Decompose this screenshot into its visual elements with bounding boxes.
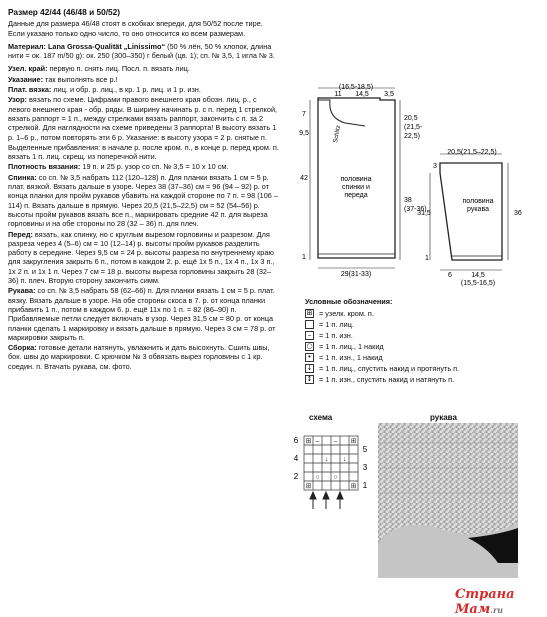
label-top-145: 14,5 [355, 91, 369, 98]
svg-text:–: – [315, 438, 320, 445]
label-sleeve-315: 31,5 [417, 210, 431, 217]
svg-text:○: ○ [333, 474, 338, 481]
legend-item [305, 341, 535, 352]
label-right-205: 20,5 [404, 115, 418, 122]
label-sleeve-top: 20,5(21,5–22,5) [447, 149, 497, 156]
pattern-paragraph [8, 95, 280, 141]
label-body: половина спинки и переда [340, 176, 372, 199]
photo-title: рукава [430, 413, 457, 422]
svg-text:⊞: ⊞ [350, 438, 357, 445]
edge-paragraph [8, 64, 280, 73]
svg-text:⊞: ⊞ [305, 438, 312, 445]
chart-title: схема [309, 413, 333, 422]
label-sleeve-bottom: (15,5-16,5) [460, 280, 496, 287]
assembly-paragraph [8, 343, 280, 371]
legend-text: = 1 п. лиц., 1 накид [319, 342, 384, 351]
chart-arrows [310, 492, 343, 509]
chart-row-label: 5 [362, 445, 368, 454]
svg-text:⊞: ⊞ [350, 483, 357, 490]
svg-text:↓: ↓ [342, 456, 347, 463]
svg-text:⊞: ⊞ [305, 483, 312, 490]
label-sleeve-145: 14,5 [471, 272, 485, 279]
back-heading: Спинка: [8, 172, 37, 182]
label-top-widths: (16,5-18,5) [338, 84, 374, 91]
back-paragraph [8, 173, 280, 229]
back-text: со сп. № 3,5 набрать 112 (120–128) п. Для планки вязать 1 см = 5 р. плат. вязкой. Вязать дальше в узоре. Через 38 (37–36) см = 96 (94 – 92) р. от конца планки для пройм рукавов убавить на каждой стороне по 7 п. = 98 (106 – 114) п. Вязать дальше в прямую. Через 20,5 (21,5–22,5) см = 52 (54–56) р. высоты пройм рукавов вязать все п., маркировать средние 42 п. для выреза горловины и на обе стороны по 28 (32 – 36) п. для плеч. [8, 172, 278, 229]
material-heading: Материал: Lana Grossa-Qualität „Linissimo“ [8, 41, 166, 51]
label-sleeve-36: 36 [514, 210, 522, 217]
note-text: так выполнять все р.! [43, 74, 118, 84]
label-schlitz: Schlitz [333, 124, 343, 144]
flat-text: лиц. и обр. р. лиц., в кр. 1 р. лиц. и 1 р. изн. [51, 85, 201, 95]
label-top-11: 11 [334, 91, 342, 98]
drop-knit-icon: ↓ [306, 364, 313, 372]
svg-text:○: ○ [315, 474, 320, 481]
purl-yarn-over-icon: • [305, 353, 314, 362]
chart-row-label: 4 [293, 454, 299, 463]
flat-paragraph [8, 85, 280, 94]
label-right-215: (21,5- [404, 124, 423, 131]
sleeve-heading: Рукава: [8, 286, 36, 296]
pattern-text: вязать по схеме. Цифрами правого внешнего края обозн. лиц. р., с левого внешнего края - обр. ряды. В ширину начинать р. с п. перед 1 стрелкой, вязать раппорт = 1 п., между стрелками вязать раппорт, закончить с п. за 2 стрелкой. Для наглядности на схеме приведены 3 раппорта! В высоту вязать 1 р. 1–6 р., потом повторять эти 6 р. Указание: в высоту узора = 2 р. снятые п. [8, 95, 278, 142]
legend [305, 296, 535, 385]
chart-row-label: 2 [293, 472, 299, 481]
legend-text: = 1 п. изн., 1 накид [319, 353, 383, 362]
label-mid-37-36: (37-36) [404, 206, 427, 213]
legend-item [305, 319, 535, 330]
chart-row-label: 6 [293, 436, 299, 445]
sleeve-paragraph [8, 286, 280, 342]
sleeve-text: со сп. № 3,5 набрать 58 (62–66) п. Для планки вязать 1 см = 5 р. плат. вязку. Вязать дальше в узоре. На обе стороны скоса в 7. р. от конца планки прибавить 1 п., потом в каждом 6. р. ещё 11x по 1 п. = 82 (86–90) п. Прибавляемые петли следует включать в узор. Через 31,5 см = 80 р. от конца планки сделать 1 маркировку и вязать дальше в прямую. Через 3 см = 78 р. от маркировки закрыть п. [8, 286, 276, 342]
front-text: вязать, как спинку, но с круглым вырезом горловины и разрезом. Для разреза через 4 (5–6) см = 10 (12–14) р. высоты пройм рукавов разделить работу в середине. Через 9,5 см = 24 р. высоты разреза по внутреннему краю для закругления закрыть 6 п., потом в каждом 2. р. ещё 1x 5 п., 1x 4 п., 1x 3 п., 1x 2 п. и 1x 1 п. Через 7 см = 18 р. высоты выреза горловины закрыть 28 (32–36) п. плеч. Вторую сторону закончить симм. [8, 229, 275, 286]
label-bottom-29: 29(31-33) [340, 271, 372, 278]
legend-item [305, 308, 535, 319]
chart-row-label: 3 [362, 463, 368, 472]
label-sleeve: половина рукава [462, 198, 494, 213]
knit-yarn-over-icon: ○ [306, 342, 313, 350]
label-right-225: 22,5) [404, 133, 420, 140]
label-top-35: 3,5 [384, 91, 394, 98]
label-left-1: 1 [302, 254, 306, 261]
density-paragraph [8, 162, 280, 171]
material-text: (50 % лён, 50 % хлопок, длина нити = ок. 187 m/50 g): ок. 250 (300–350) г белый (цв. 1); сп. № 3,5, 1 игла № 3. [8, 41, 275, 61]
watermark-logo: Страна Мам.ru [455, 587, 515, 617]
legend-item [305, 352, 535, 363]
legend-text: = 1 п. изн. [319, 331, 353, 340]
intro-paragraph: Данные для размера 46/48 стоят в скобках впереди, для 50/52 после тире. Если указано только одно число, то оно относится ко всем размерам. [8, 19, 263, 38]
legend-item [305, 374, 535, 385]
flat-heading: Плат. вязка: [8, 85, 52, 95]
legend-text: = 1 п. изн., спустить накид и натянуть п. [319, 375, 455, 384]
edge-heading: Узел. край: [8, 64, 48, 74]
size-title: Размер 42/44 (46/48 и 50/52) [8, 7, 121, 17]
front-heading: Перед: [8, 229, 33, 239]
edge-text: первую п. снять лиц. Посл. п. вязать лиц. [47, 64, 190, 74]
label-sleeve-6: 6 [448, 272, 452, 279]
label-mid-38: 38 [404, 197, 412, 204]
sleeve-photo [378, 423, 518, 578]
label-sleeve-3: 3 [433, 163, 437, 170]
svg-text:↓: ↓ [324, 456, 329, 463]
assembly-heading: Сборка: [8, 343, 37, 353]
pattern-heading: Узор: [8, 95, 27, 105]
assembly-text: готовые детали натянуть, увлажнить и дать высохнуть. Сшить швы, бок. швы до маркировки. С крючком № 3 обвязать вырез горловины с 1 кр. соедин. п. Втачать рукава, см. фото. [8, 343, 270, 371]
density-text: 19 п. и 25 р. узор со сп. № 3,5 = 10 x 10 см. [80, 162, 229, 172]
schematic-diagram [290, 78, 540, 298]
instructions-column [8, 8, 280, 372]
legend-text: = 1 п. лиц. [319, 320, 354, 329]
neckline-curve [318, 100, 365, 126]
label-left-42: 42 [300, 175, 308, 182]
legend-text: = узелк. кром. п. [319, 309, 374, 318]
increase-paragraph: Выделенные прибавления: в начале р. после кром. п., в конце р. перед кром. п. вязать 1 п. лиц. скрещ. из поперечной нити. [8, 142, 279, 162]
density-heading: Плотность вязания: [8, 162, 81, 172]
drop-purl-icon: ↕ [306, 375, 313, 383]
chart-row-label: 1 [362, 481, 368, 490]
legend-title: Условные обозначения: [305, 297, 393, 306]
legend-item [305, 363, 535, 374]
purl-stitch-icon: – [305, 331, 314, 340]
knit-stitch-icon [305, 320, 314, 329]
edge-stitch-icon: ⊞ [306, 309, 313, 317]
note-heading: Указание: [8, 74, 44, 84]
legend-text: = 1 п. лиц., спустить накид и протянуть п. [319, 364, 460, 373]
note-paragraph [8, 75, 280, 84]
legend-item [305, 330, 535, 341]
stitch-chart [290, 424, 370, 524]
label-left-95: 9,5 [299, 130, 309, 137]
svg-text:–: – [333, 438, 338, 445]
front-paragraph [8, 230, 280, 286]
label-left-7: 7 [302, 111, 306, 118]
material-paragraph [8, 42, 280, 61]
label-sleeve-1: 1 [425, 255, 429, 262]
